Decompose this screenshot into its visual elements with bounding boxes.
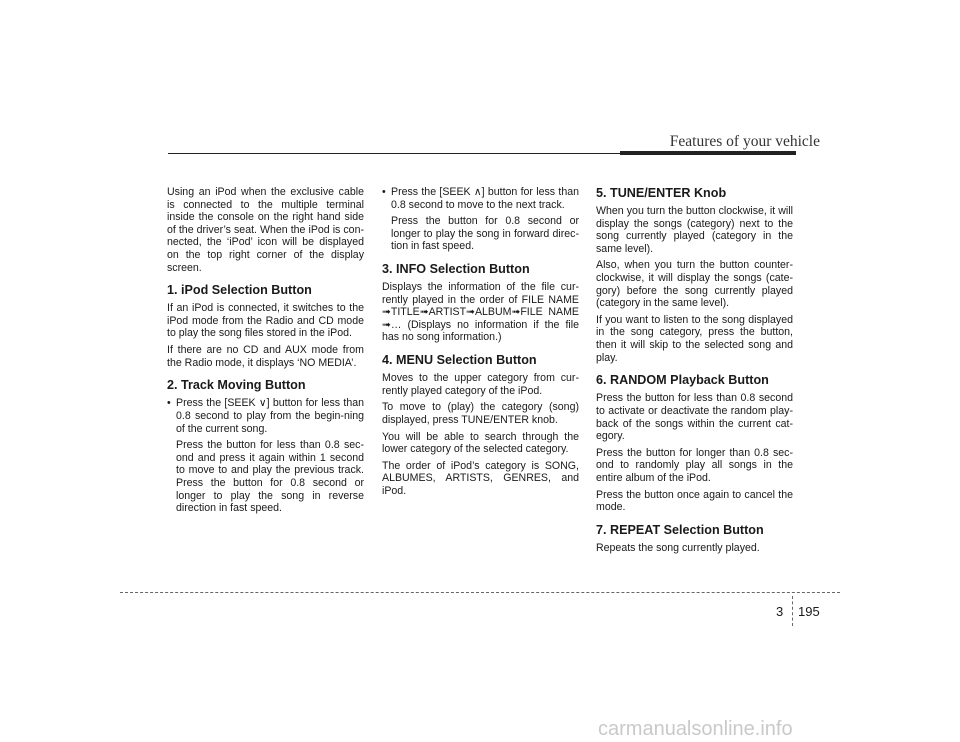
intro-paragraph: Using an iPod when the exclusive cable is connected to the multiple terminal inside the console on the right hand side of the driver’s seat. When the iPod is con-nected, the ‘iPod’ icon will be displayed on the top right corner of the display screen. bbox=[167, 186, 364, 274]
watermark: carmanualsonline.info bbox=[598, 718, 793, 740]
paragraph: Moves to the upper category from cur-rently played category of the iPod. bbox=[382, 372, 579, 397]
heading-repeat-selection: 7. REPEAT Selection Button bbox=[596, 522, 764, 537]
bullet-item: • Press the [SEEK ∨] button for less than 0.8 second to play from the begin-ning of the current song. bbox=[167, 397, 364, 435]
paragraph: If an iPod is connected, it switches to the iPod mode from the Radio and CD mode to play the song files stored in the iPod. bbox=[167, 302, 364, 340]
paragraph: Press the button for longer than 0.8 sec-ond to randomly play all songs in the entire album of the iPod. bbox=[596, 446, 793, 484]
paragraph: Press the button once again to cancel the mode. bbox=[596, 488, 793, 514]
bullet-item: • Press the [SEEK ∧] button for less than 0.8 second to move to the next track. bbox=[382, 186, 579, 211]
paragraph: To move to (play) the category (song) displayed, press TUNE/ENTER knob. bbox=[382, 401, 579, 426]
header-rule-accent bbox=[620, 151, 796, 155]
paragraph: If there are no CD and AUX mode from the Radio mode, it displays ‘NO MEDIA’. bbox=[167, 344, 364, 369]
heading-ipod-selection: 1. iPod Selection Button bbox=[167, 283, 312, 298]
page-number: 195 bbox=[798, 604, 820, 619]
heading-random-playback: 6. RANDOM Playback Button bbox=[596, 373, 769, 388]
column-2 bbox=[382, 186, 579, 502]
heading-info-selection: 3. INFO Selection Button bbox=[382, 261, 530, 276]
paragraph: Repeats the song currently played. bbox=[596, 541, 760, 554]
heading-menu-selection: 4. MENU Selection Button bbox=[382, 353, 537, 368]
page-separator bbox=[792, 596, 793, 626]
paragraph: The order of iPod’s category is SONG, ALBUMES, ARTISTS, GENRES, and iPod. bbox=[382, 459, 579, 497]
section-title: Features of your vehicle bbox=[669, 133, 820, 150]
indented-paragraph: Press the button for 0.8 second or longer to play the song in forward direc-tion in fast speed. bbox=[391, 215, 579, 253]
paragraph: Press the button for less than 0.8 second to activate or deactivate the random play-back of the songs within the current cat-egory. bbox=[596, 392, 793, 443]
paragraph: You will be able to search through the lower category of the selected category. bbox=[382, 430, 579, 456]
paragraph: If you want to listen to the song displayed in the song category, press the button, then it will skip to the selected song and play. bbox=[596, 313, 793, 364]
paragraph: When you turn the button clockwise, it will display the songs (category) next to the song currently played (category in the same level). bbox=[596, 205, 793, 255]
column-3 bbox=[596, 186, 793, 558]
heading-track-moving: 2. Track Moving Button bbox=[167, 378, 306, 393]
indented-paragraph: Press the button for less than 0.8 sec-ond and press it again within 1 second to move to and play the previous track. Press the button for 0.8 second or longer to play the song in reverse direction in fast speed. bbox=[176, 439, 364, 515]
heading-tune-enter: 5. TUNE/ENTER Knob bbox=[596, 186, 727, 200]
paragraph: Displays the information of the file cur-rently played in the order of FILE NAME ➟TITLE➟ARTIST➟ALBUM➟FILE NAME ➟… (Displays no information if the file has no song information.) bbox=[382, 281, 579, 344]
column-1 bbox=[167, 186, 364, 519]
footer-rule bbox=[120, 592, 840, 593]
paragraph: Also, when you turn the button counter-clockwise, it will display the songs (cate-gory) before the song currently played (category in the same level). bbox=[596, 259, 793, 310]
chapter-number: 3 bbox=[776, 604, 784, 619]
